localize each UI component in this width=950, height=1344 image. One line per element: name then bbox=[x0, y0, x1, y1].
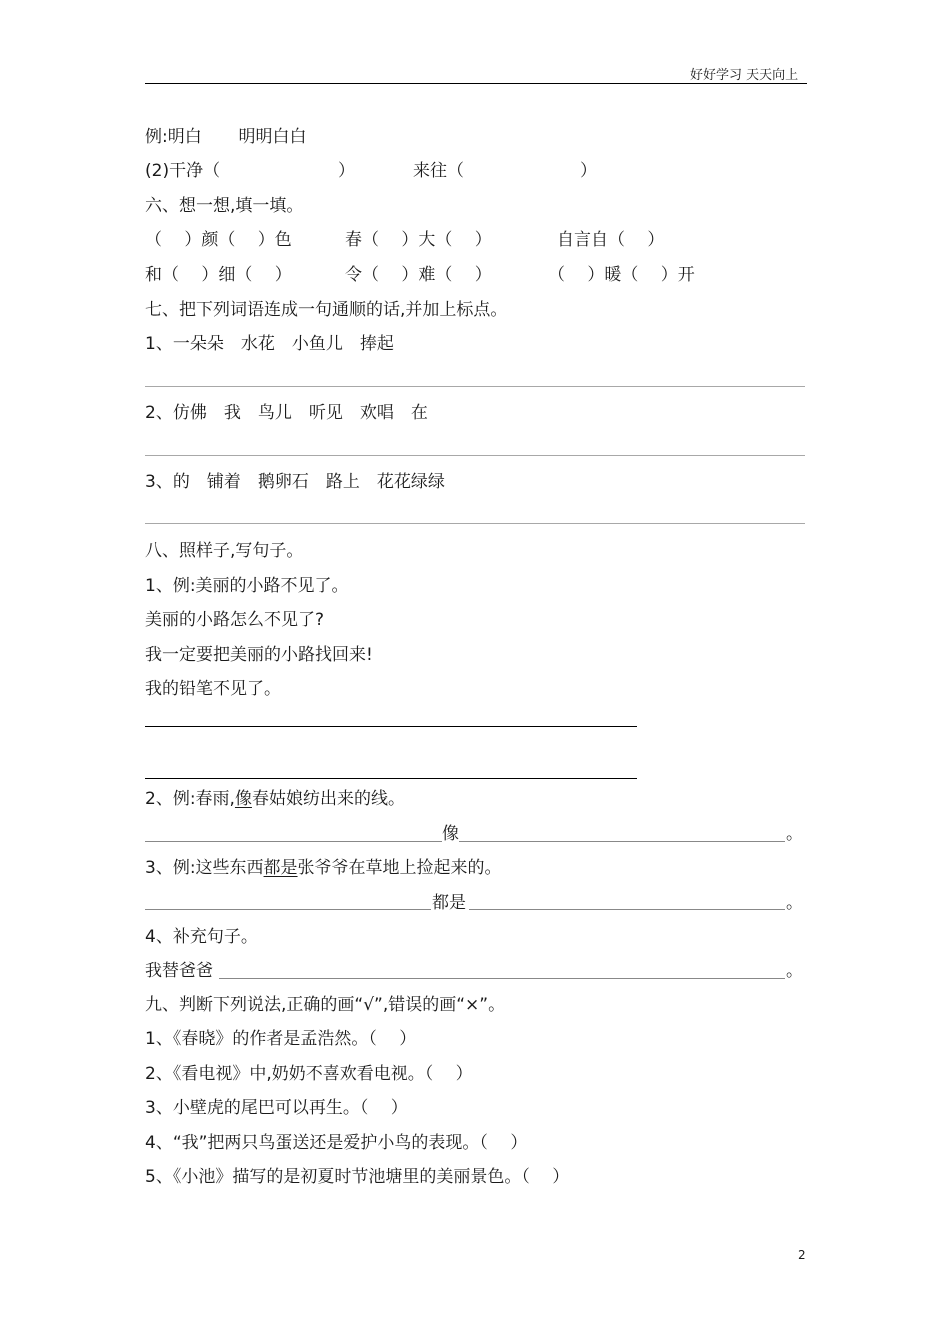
s7-question-3: 3、的 铺着 鹅卵石 路上 花花绿绿 bbox=[145, 472, 445, 492]
s8-q2-post: 春姑娘纺出来的线。 bbox=[251, 789, 405, 809]
s9-question-5: 5、《小池》描写的是初夏时节池塘里的美丽景色。（ ） bbox=[145, 1167, 570, 1187]
s8-q3-post: 张爷爷在草地上捡起来的。 bbox=[297, 858, 502, 878]
s7-question-2: 2、仿佛 我 鸟儿 听见 欢唱 在 bbox=[145, 403, 428, 423]
s8-question-2 bbox=[145, 789, 405, 809]
s9-question-3: 3、小壁虎的尾巴可以再生。（ ） bbox=[145, 1098, 408, 1118]
s6-row2-b: 令（ ）难（ ） bbox=[345, 265, 492, 285]
s9-question-1: 1、《春晓》的作者是孟浩然。（ ） bbox=[145, 1029, 417, 1049]
s7-question-1: 1、一朵朵 水花 小鱼儿 捧起 bbox=[145, 334, 394, 354]
fill-line bbox=[219, 978, 785, 979]
example-answer: 明明白白 bbox=[238, 127, 307, 147]
s6-row1-c: 自言自（ ） bbox=[557, 230, 665, 250]
page-number: 2 bbox=[798, 1248, 806, 1262]
answer-line bbox=[145, 726, 637, 727]
s8-q4-period: 。 bbox=[786, 961, 803, 981]
answer-line bbox=[145, 778, 637, 779]
s8-q2-underlined: 像 bbox=[234, 789, 252, 809]
s6-row2-c: （ ）暖（ ）开 bbox=[548, 265, 695, 285]
q5-2-part-a-close: ） bbox=[338, 161, 355, 181]
section-7-title: 七、把下列词语连成一句通顺的话,并加上标点。 bbox=[145, 300, 508, 320]
example-line bbox=[145, 127, 307, 147]
s8-q1-example-a: 美丽的小路怎么不见了? bbox=[145, 610, 325, 630]
s9-question-4: 4、“我”把两只鸟蛋送还是爱护小鸟的表现。（ ） bbox=[145, 1133, 528, 1153]
fill-line bbox=[459, 841, 785, 842]
answer-line bbox=[145, 386, 805, 387]
s8-question-1: 1、例:美丽的小路不见了。 bbox=[145, 576, 349, 596]
s8-q3-middle-word: 都是 bbox=[432, 893, 466, 913]
s8-q2-pre: 2、例:春雨, bbox=[145, 789, 235, 809]
s8-q1-prompt: 我的铅笔不见了。 bbox=[145, 679, 281, 699]
fill-line bbox=[145, 841, 442, 842]
q5-2-part-b: 来往（ bbox=[413, 161, 464, 181]
s6-row1-a: （ ）颜（ ）色 bbox=[145, 230, 292, 250]
fill-line bbox=[145, 909, 431, 910]
s8-q1-example-b: 我一定要把美丽的小路找回来! bbox=[145, 645, 373, 665]
q5-2-part-b-close: ） bbox=[580, 161, 597, 181]
section-8-title: 八、照样子,写句子。 bbox=[145, 541, 304, 561]
s8-q3-pre: 3、例:这些东西 bbox=[145, 858, 264, 878]
s8-question-4: 4、补充句子。 bbox=[145, 927, 258, 947]
s6-row2-a: 和（ ）细（ ） bbox=[145, 265, 292, 285]
section-9-title: 九、判断下列说法,正确的画“√”,错误的画“×”。 bbox=[145, 995, 506, 1015]
answer-line bbox=[145, 455, 805, 456]
s9-question-2: 2、《看电视》中,奶奶不喜欢看电视。（ ） bbox=[145, 1064, 473, 1084]
fill-line bbox=[469, 909, 785, 910]
page-header: 好好学习 天天向上 bbox=[690, 68, 799, 83]
example-word: 例:明白 bbox=[145, 127, 202, 147]
s8-q3-period: 。 bbox=[786, 893, 803, 913]
section-6-title: 六、想一想,填一填。 bbox=[145, 196, 304, 216]
s8-q4-prompt: 我替爸爸 bbox=[145, 961, 213, 981]
q5-2-part-a: (2)干净（ bbox=[145, 161, 221, 181]
header-rule bbox=[145, 83, 807, 84]
s6-row1-b: 春（ ）大（ ） bbox=[345, 230, 492, 250]
s8-q3-underlined: 都是 bbox=[263, 858, 298, 878]
s8-q2-middle-word: 像 bbox=[442, 824, 459, 844]
s8-q2-period: 。 bbox=[786, 824, 803, 844]
answer-line bbox=[145, 523, 805, 524]
s8-question-3 bbox=[145, 858, 502, 878]
